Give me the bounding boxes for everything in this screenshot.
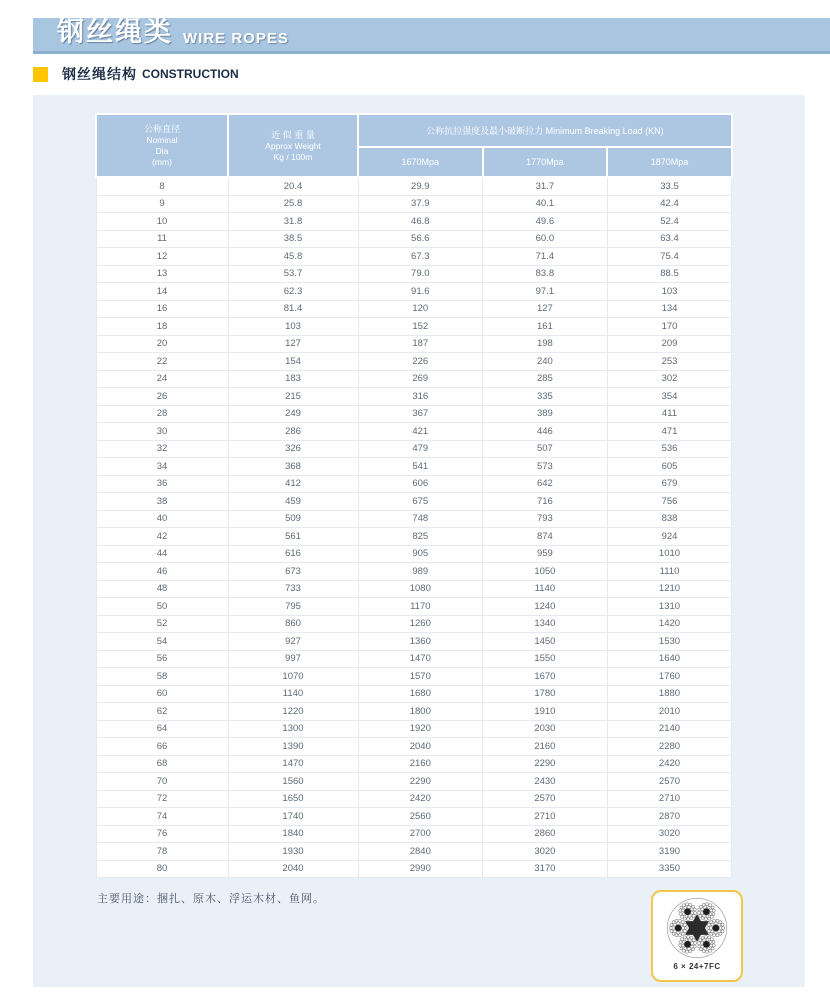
cell-diameter: 70 (96, 773, 228, 791)
cell-mbl-1770: 507 (483, 440, 608, 458)
cell-mbl-1770: 60.0 (483, 230, 608, 248)
cell-mbl-1770: 2160 (483, 738, 608, 756)
cell-diameter: 30 (96, 423, 228, 441)
cell-diameter: 34 (96, 458, 228, 476)
cell-mbl-1670: 1170 (358, 598, 483, 616)
cell-mbl-1670: 79.0 (358, 265, 483, 283)
cell-mbl-1870: 679 (607, 475, 732, 493)
cell-diameter: 22 (96, 353, 228, 371)
cell-weight: 62.3 (228, 283, 358, 301)
cell-diameter: 72 (96, 790, 228, 808)
cell-mbl-1670: 1470 (358, 650, 483, 668)
rope-construction-box (651, 890, 743, 982)
table-row (96, 773, 732, 791)
header-grade-1670: 1670Mpa (358, 147, 483, 177)
cell-weight: 733 (228, 580, 358, 598)
cell-mbl-1770: 49.6 (483, 213, 608, 231)
cell-mbl-1770: 1050 (483, 563, 608, 581)
cell-mbl-1870: 1310 (607, 598, 732, 616)
cell-diameter: 76 (96, 825, 228, 843)
cell-weight: 1470 (228, 755, 358, 773)
cell-mbl-1770: 2710 (483, 808, 608, 826)
header-line: Nominal (146, 135, 178, 145)
cell-mbl-1770: 2860 (483, 825, 608, 843)
cell-mbl-1670: 675 (358, 493, 483, 511)
cell-mbl-1670: 1360 (358, 633, 483, 651)
cell-diameter: 38 (96, 493, 228, 511)
cell-mbl-1670: 2420 (358, 790, 483, 808)
cell-weight: 286 (228, 423, 358, 441)
usage-note: 主要用途：捆扎、原木、浮运木材、鱼网。 (97, 893, 325, 905)
table-row (96, 283, 732, 301)
wire-rope-spec-table (95, 113, 733, 878)
table-row (96, 790, 732, 808)
table-row (96, 423, 732, 441)
cell-mbl-1770: 793 (483, 510, 608, 528)
cell-mbl-1870: 3020 (607, 825, 732, 843)
cell-weight: 1650 (228, 790, 358, 808)
cell-mbl-1670: 91.6 (358, 283, 483, 301)
cell-weight: 1300 (228, 720, 358, 738)
cell-mbl-1670: 56.6 (358, 230, 483, 248)
table-row (96, 580, 732, 598)
cell-diameter: 78 (96, 843, 228, 861)
cell-mbl-1770: 1780 (483, 685, 608, 703)
cell-mbl-1670: 120 (358, 300, 483, 318)
table-row (96, 493, 732, 511)
cell-mbl-1870: 354 (607, 388, 732, 406)
cell-mbl-1870: 42.4 (607, 195, 732, 213)
cell-diameter: 9 (96, 195, 228, 213)
cell-weight: 927 (228, 633, 358, 651)
table-row (96, 843, 732, 861)
cell-diameter: 14 (96, 283, 228, 301)
yellow-square-bullet-icon (33, 67, 48, 82)
cell-weight: 183 (228, 370, 358, 388)
section-title-en: CONSTRUCTION (142, 67, 239, 81)
cell-diameter: 24 (96, 370, 228, 388)
table-row (96, 528, 732, 546)
section-title-zh: 钢丝绳结构 (62, 66, 137, 82)
cell-mbl-1870: 1530 (607, 633, 732, 651)
cell-mbl-1770: 83.8 (483, 265, 608, 283)
table-row (96, 405, 732, 423)
cell-mbl-1770: 1550 (483, 650, 608, 668)
cell-mbl-1770: 2570 (483, 790, 608, 808)
header-line: Dia (155, 146, 169, 156)
header-nominal-diameter (96, 114, 228, 177)
spec-table-body (96, 177, 732, 878)
cell-mbl-1670: 367 (358, 405, 483, 423)
cell-mbl-1770: 1670 (483, 668, 608, 686)
cell-mbl-1870: 536 (607, 440, 732, 458)
cell-mbl-1670: 1080 (358, 580, 483, 598)
table-row (96, 353, 732, 371)
cell-mbl-1770: 31.7 (483, 177, 608, 195)
cell-mbl-1670: 1800 (358, 703, 483, 721)
cell-diameter: 68 (96, 755, 228, 773)
cell-mbl-1870: 1010 (607, 545, 732, 563)
cell-weight: 45.8 (228, 248, 358, 266)
table-row (96, 248, 732, 266)
cell-mbl-1770: 2430 (483, 773, 608, 791)
cell-mbl-1770: 874 (483, 528, 608, 546)
table-row (96, 177, 732, 195)
table-row (96, 265, 732, 283)
cell-mbl-1770: 1240 (483, 598, 608, 616)
header-line: 公称直径 (143, 124, 180, 134)
cell-weight: 103 (228, 318, 358, 336)
cell-weight: 20.4 (228, 177, 358, 195)
cell-mbl-1870: 605 (607, 458, 732, 476)
section-header (33, 64, 239, 84)
cell-weight: 616 (228, 545, 358, 563)
table-row (96, 615, 732, 633)
cell-mbl-1770: 161 (483, 318, 608, 336)
cell-diameter: 18 (96, 318, 228, 336)
cell-mbl-1870: 134 (607, 300, 732, 318)
cell-mbl-1870: 411 (607, 405, 732, 423)
cell-mbl-1870: 3190 (607, 843, 732, 861)
cell-weight: 1140 (228, 685, 358, 703)
cell-diameter: 54 (96, 633, 228, 651)
cell-weight: 368 (228, 458, 358, 476)
cell-mbl-1670: 1570 (358, 668, 483, 686)
banner-title-en: WIRE ROPES (183, 30, 289, 47)
cell-diameter: 10 (96, 213, 228, 231)
cell-mbl-1770: 285 (483, 370, 608, 388)
cell-mbl-1670: 541 (358, 458, 483, 476)
cell-mbl-1770: 3020 (483, 843, 608, 861)
cell-mbl-1670: 748 (358, 510, 483, 528)
cell-mbl-1870: 2870 (607, 808, 732, 826)
cell-weight: 326 (228, 440, 358, 458)
cell-diameter: 32 (96, 440, 228, 458)
header-breaking-load-group: 公称抗拉强度及最小破断拉力 Minimum Breaking Load (KN) (358, 114, 732, 147)
cell-mbl-1670: 2700 (358, 825, 483, 843)
table-row (96, 755, 732, 773)
table-row (96, 545, 732, 563)
cell-mbl-1870: 471 (607, 423, 732, 441)
cell-diameter: 80 (96, 860, 228, 878)
cell-mbl-1870: 756 (607, 493, 732, 511)
cell-mbl-1770: 1450 (483, 633, 608, 651)
table-row (96, 563, 732, 581)
cell-weight: 860 (228, 615, 358, 633)
cell-mbl-1670: 825 (358, 528, 483, 546)
header-line: Approx Weight (265, 140, 321, 151)
cell-mbl-1670: 989 (358, 563, 483, 581)
cell-mbl-1870: 2710 (607, 790, 732, 808)
content-panel (33, 95, 805, 987)
cell-mbl-1670: 905 (358, 545, 483, 563)
rope-cross-section-diagram (664, 895, 730, 961)
cell-mbl-1870: 1880 (607, 685, 732, 703)
cell-mbl-1770: 2030 (483, 720, 608, 738)
cell-mbl-1870: 1420 (607, 615, 732, 633)
cell-diameter: 48 (96, 580, 228, 598)
table-row (96, 510, 732, 528)
cell-mbl-1770: 959 (483, 545, 608, 563)
table-row (96, 633, 732, 651)
cell-weight: 997 (228, 650, 358, 668)
table-row (96, 685, 732, 703)
table-row (96, 458, 732, 476)
cell-weight: 1930 (228, 843, 358, 861)
cell-mbl-1870: 1760 (607, 668, 732, 686)
cell-weight: 2040 (228, 860, 358, 878)
cell-mbl-1770: 240 (483, 353, 608, 371)
table-row (96, 668, 732, 686)
cell-mbl-1870: 209 (607, 335, 732, 353)
table-row (96, 318, 732, 336)
cell-mbl-1770: 716 (483, 493, 608, 511)
table-row (96, 388, 732, 406)
cell-diameter: 52 (96, 615, 228, 633)
table-row (96, 440, 732, 458)
cell-weight: 249 (228, 405, 358, 423)
cell-mbl-1770: 446 (483, 423, 608, 441)
rope-construction-label: 6 × 24+7FC (673, 962, 721, 971)
cell-weight: 1070 (228, 668, 358, 686)
cell-mbl-1770: 335 (483, 388, 608, 406)
cell-diameter: 13 (96, 265, 228, 283)
table-row (96, 213, 732, 231)
cell-diameter: 44 (96, 545, 228, 563)
table-row (96, 860, 732, 878)
cell-mbl-1870: 838 (607, 510, 732, 528)
cell-mbl-1670: 2840 (358, 843, 483, 861)
cell-diameter: 60 (96, 685, 228, 703)
cell-mbl-1670: 421 (358, 423, 483, 441)
cell-diameter: 66 (96, 738, 228, 756)
cell-mbl-1670: 479 (358, 440, 483, 458)
cell-mbl-1870: 2570 (607, 773, 732, 791)
cell-weight: 38.5 (228, 230, 358, 248)
cell-diameter: 11 (96, 230, 228, 248)
cell-mbl-1770: 2290 (483, 755, 608, 773)
cell-weight: 154 (228, 353, 358, 371)
cell-mbl-1670: 2160 (358, 755, 483, 773)
cell-mbl-1870: 3350 (607, 860, 732, 878)
cell-weight: 412 (228, 475, 358, 493)
table-row (96, 825, 732, 843)
cell-mbl-1770: 40.1 (483, 195, 608, 213)
page-banner (33, 18, 830, 54)
cell-weight: 673 (228, 563, 358, 581)
cell-mbl-1670: 1260 (358, 615, 483, 633)
cell-mbl-1670: 2290 (358, 773, 483, 791)
cell-weight: 25.8 (228, 195, 358, 213)
cell-mbl-1670: 187 (358, 335, 483, 353)
cell-mbl-1870: 170 (607, 318, 732, 336)
table-row (96, 598, 732, 616)
header-line: Kg / 100m (273, 151, 313, 162)
cell-mbl-1770: 1340 (483, 615, 608, 633)
cell-mbl-1870: 1110 (607, 563, 732, 581)
cell-mbl-1670: 269 (358, 370, 483, 388)
cell-mbl-1670: 29.9 (358, 177, 483, 195)
cell-diameter: 64 (96, 720, 228, 738)
cell-mbl-1870: 2280 (607, 738, 732, 756)
cell-diameter: 36 (96, 475, 228, 493)
cell-mbl-1870: 2010 (607, 703, 732, 721)
cell-weight: 1740 (228, 808, 358, 826)
table-row (96, 650, 732, 668)
cell-mbl-1770: 127 (483, 300, 608, 318)
cell-diameter: 28 (96, 405, 228, 423)
cell-weight: 1220 (228, 703, 358, 721)
header-grade-1870: 1870Mpa (607, 147, 732, 177)
cell-diameter: 56 (96, 650, 228, 668)
cell-mbl-1670: 46.8 (358, 213, 483, 231)
cell-weight: 795 (228, 598, 358, 616)
cell-diameter: 74 (96, 808, 228, 826)
table-row (96, 703, 732, 721)
cell-mbl-1770: 642 (483, 475, 608, 493)
cell-mbl-1670: 2560 (358, 808, 483, 826)
cell-mbl-1870: 103 (607, 283, 732, 301)
cell-mbl-1670: 226 (358, 353, 483, 371)
cell-mbl-1670: 1680 (358, 685, 483, 703)
cell-mbl-1870: 1640 (607, 650, 732, 668)
cell-diameter: 46 (96, 563, 228, 581)
cell-weight: 127 (228, 335, 358, 353)
cell-mbl-1870: 52.4 (607, 213, 732, 231)
cell-mbl-1770: 389 (483, 405, 608, 423)
cell-diameter: 16 (96, 300, 228, 318)
cell-weight: 31.8 (228, 213, 358, 231)
cell-diameter: 58 (96, 668, 228, 686)
cell-weight: 81.4 (228, 300, 358, 318)
table-row (96, 300, 732, 318)
cell-mbl-1870: 63.4 (607, 230, 732, 248)
table-row (96, 475, 732, 493)
table-row (96, 808, 732, 826)
header-line: 近 似 重 量 (271, 129, 315, 140)
cell-mbl-1870: 75.4 (607, 248, 732, 266)
header-approx-weight (228, 114, 358, 177)
cell-diameter: 42 (96, 528, 228, 546)
cell-mbl-1870: 88.5 (607, 265, 732, 283)
cell-mbl-1770: 71.4 (483, 248, 608, 266)
cell-weight: 53.7 (228, 265, 358, 283)
cell-mbl-1670: 1920 (358, 720, 483, 738)
cell-mbl-1770: 573 (483, 458, 608, 476)
cell-weight: 215 (228, 388, 358, 406)
table-row (96, 230, 732, 248)
cell-diameter: 40 (96, 510, 228, 528)
cell-diameter: 20 (96, 335, 228, 353)
table-row (96, 738, 732, 756)
cell-mbl-1770: 3170 (483, 860, 608, 878)
cell-mbl-1770: 1140 (483, 580, 608, 598)
cell-weight: 459 (228, 493, 358, 511)
cell-weight: 561 (228, 528, 358, 546)
cell-mbl-1870: 2420 (607, 755, 732, 773)
cell-weight: 1840 (228, 825, 358, 843)
cell-mbl-1670: 2040 (358, 738, 483, 756)
cell-mbl-1870: 253 (607, 353, 732, 371)
cell-diameter: 62 (96, 703, 228, 721)
cell-weight: 509 (228, 510, 358, 528)
cell-mbl-1670: 316 (358, 388, 483, 406)
cell-mbl-1770: 198 (483, 335, 608, 353)
cell-mbl-1670: 152 (358, 318, 483, 336)
table-row (96, 720, 732, 738)
cell-mbl-1870: 302 (607, 370, 732, 388)
table-row (96, 195, 732, 213)
cell-diameter: 8 (96, 177, 228, 195)
table-row (96, 370, 732, 388)
banner-title-zh: 钢丝绳类 (57, 17, 173, 47)
cell-mbl-1670: 2990 (358, 860, 483, 878)
cell-mbl-1770: 1910 (483, 703, 608, 721)
table-row (96, 335, 732, 353)
cell-diameter: 26 (96, 388, 228, 406)
header-grade-1770: 1770Mpa (483, 147, 608, 177)
cell-diameter: 12 (96, 248, 228, 266)
cell-diameter: 50 (96, 598, 228, 616)
cell-mbl-1670: 37.9 (358, 195, 483, 213)
cell-weight: 1390 (228, 738, 358, 756)
cell-weight: 1560 (228, 773, 358, 791)
cell-mbl-1770: 97.1 (483, 283, 608, 301)
cell-mbl-1870: 924 (607, 528, 732, 546)
header-line: (mm) (152, 157, 172, 167)
cell-mbl-1870: 2140 (607, 720, 732, 738)
cell-mbl-1870: 1210 (607, 580, 732, 598)
cell-mbl-1670: 606 (358, 475, 483, 493)
cell-mbl-1870: 33.5 (607, 177, 732, 195)
cell-mbl-1670: 67.3 (358, 248, 483, 266)
